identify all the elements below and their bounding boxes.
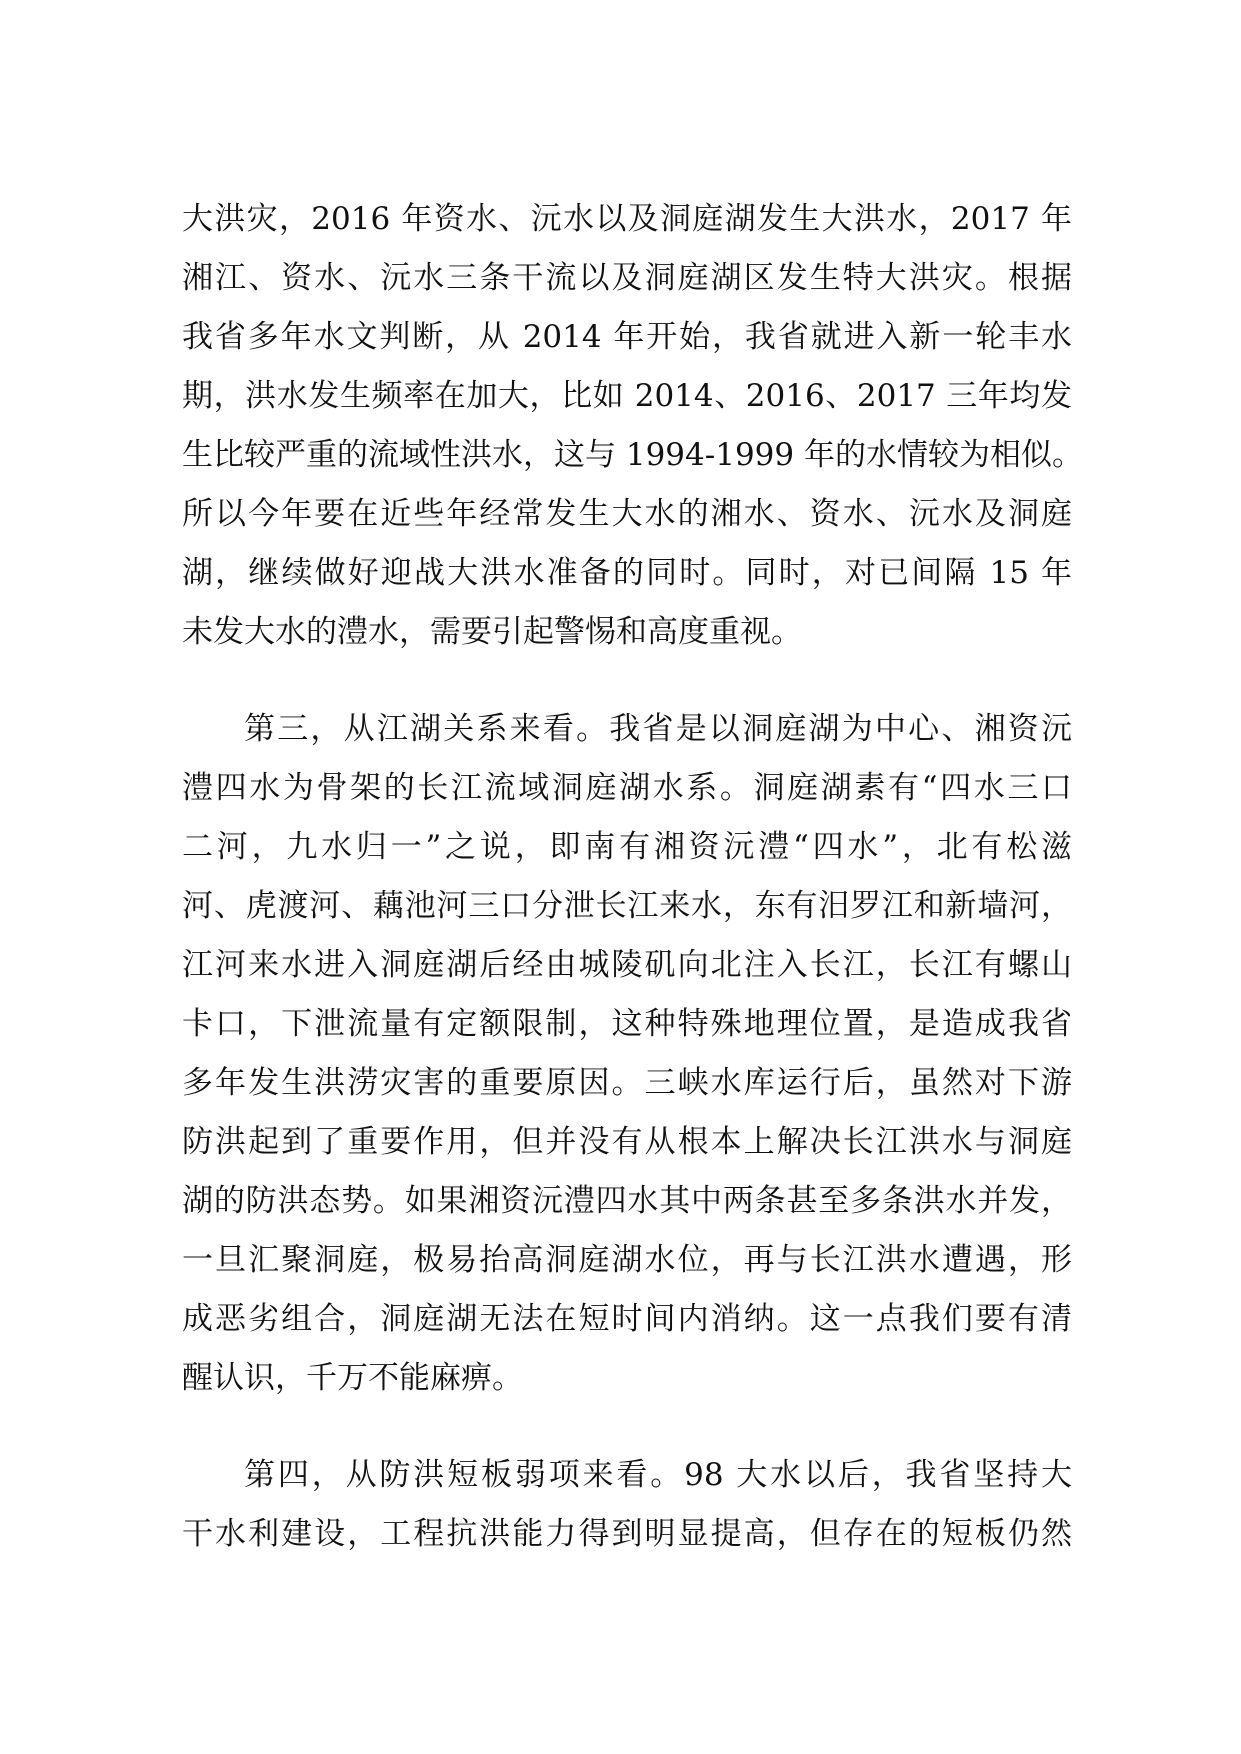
text-line: 醒认识，千万不能麻痹。 bbox=[182, 1360, 523, 1396]
text-line: 卡口，下泄流量有定额限制，这种特殊地理位置，是造成我省 bbox=[182, 1006, 1072, 1042]
paragraph bbox=[182, 700, 1072, 1408]
paragraph bbox=[182, 1446, 1072, 1564]
text-line: 江河来水进入洞庭湖后经由城陵矶向北注入长江，长江有螺山 bbox=[182, 947, 1072, 983]
text-line: 多年发生洪涝灾害的重要原因。三峡水库运行后，虽然对下游 bbox=[182, 1065, 1072, 1101]
text-line: 一旦汇聚洞庭，极易抬高洞庭湖水位，再与长江洪水遭遇，形 bbox=[182, 1242, 1072, 1278]
text-line: 湘江、资水、沅水三条干流以及洞庭湖区发生特大洪灾。根据 bbox=[182, 260, 1072, 296]
paragraph bbox=[182, 190, 1083, 662]
text-line: 所以今年要在近些年经常发生大水的湘水、资水、沅水及洞庭 bbox=[182, 496, 1072, 532]
body-text bbox=[182, 190, 1083, 1564]
text-line: 第三，从江湖关系来看。我省是以洞庭湖为中心、湘资沅 bbox=[244, 711, 1072, 747]
text-line: 防洪起到了重要作用，但并没有从根本上解决长江洪水与洞庭 bbox=[182, 1124, 1072, 1160]
text-line: 大洪灾，2016 年资水、沅水以及洞庭湖发生大洪水，2017 年 bbox=[182, 201, 1072, 237]
text-line: 期，洪水发生频率在加大，比如 2014、2016、2017 三年均发 bbox=[182, 378, 1072, 414]
paragraph-spacer bbox=[182, 662, 1072, 700]
text-line: 河、虎渡河、藕池河三口分泄长江来水，东有汨罗江和新墙河， bbox=[182, 888, 1072, 924]
text-line: 未发大水的澧水，需要引起警惕和高度重视。 bbox=[182, 614, 802, 650]
text-line: 湖的防洪态势。如果湘资沅澧四水其中两条甚至多条洪水并发， bbox=[182, 1183, 1072, 1219]
text-line: 生比较严重的流域性洪水，这与 1994-1999 年的水情较为相似。 bbox=[182, 437, 1083, 473]
text-line: 湖，继续做好迎战大洪水准备的同时。同时，对已间隔 15 年 bbox=[182, 555, 1072, 591]
text-line: 第四，从防洪短板弱项来看。98 大水以后，我省坚持大 bbox=[244, 1457, 1072, 1493]
text-line: 二河，九水归一”之说，即南有湘资沅澧“四水”，北有松滋 bbox=[182, 829, 1072, 865]
text-line: 成恶劣组合，洞庭湖无法在短时间内消纳。这一点我们要有清 bbox=[182, 1301, 1072, 1337]
text-line: 澧四水为骨架的长江流域洞庭湖水系。洞庭湖素有“四水三口 bbox=[182, 770, 1072, 806]
text-line: 我省多年水文判断，从 2014 年开始，我省就进入新一轮丰水 bbox=[182, 319, 1072, 355]
paragraph-spacer bbox=[182, 1408, 1072, 1446]
text-line: 干水利建设，工程抗洪能力得到明显提高，但存在的短板仍然 bbox=[182, 1516, 1072, 1552]
